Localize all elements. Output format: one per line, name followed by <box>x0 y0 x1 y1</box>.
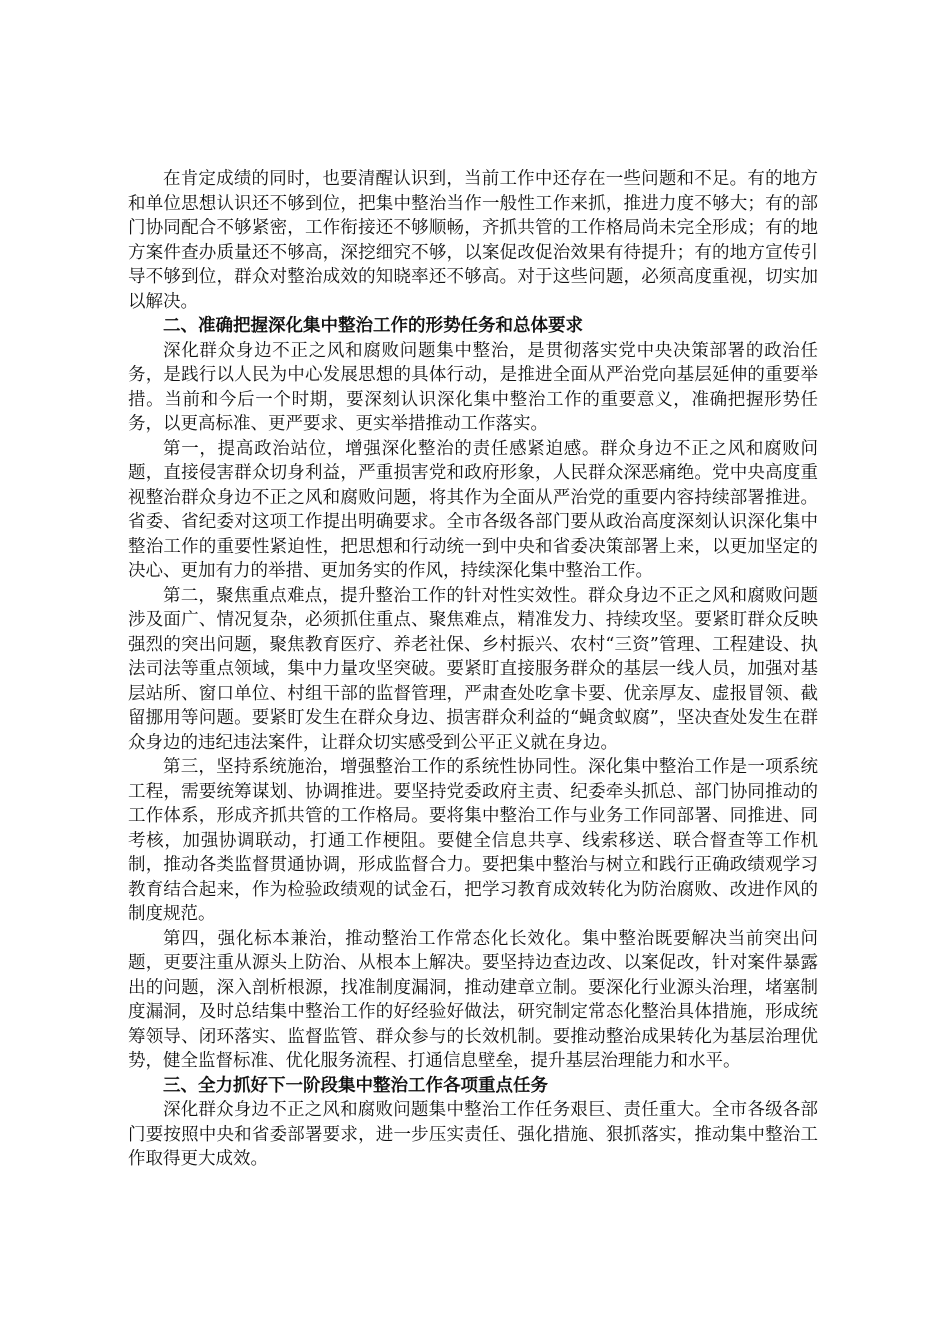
paragraph-fourth: 第四，强化标本兼治，推动整治工作常态化长效化。集中整治既要解决当前突出问题，更要注重从源头上防治、从根本上解决。要坚持边查边改、以案促改，针对案件暴露出的问题，深入剖析根源，找准制度漏洞，推动建章立制。要深化行业源头治理，堵塞制度漏洞，及时总结集中整治工作的好经验好做法，研究制定常态化整治具体措施，形成统筹领导、闭环落实、监督监管、群众参与的长效机制。要推动整治成果转化为基层治理优势，健全监督标准、优化服务流程、打通信息壁垒，提升基层治理能力和水平。 <box>128 928 818 1071</box>
paragraph-third: 第三，坚持系统施治，增强整治工作的系统性协同性。深化集中整治工作是一项系统工程，需要统筹谋划、协调推进。要坚持党委政府主责、纪委牵头抓总、部门协同推动的工作体系，形成齐抓共管的工作格局。要将集中整治工作与业务工作同部署、同推进、同考核，加强协调联动，打通工作梗阻。要健全信息共享、线索移送、联合督查等工作机制，推动各类监督贯通协调，形成监督合力。要把集中整治与树立和践行正确政绩观学习教育结合起来，作为检验政绩观的试金石，把学习教育成效转化为防治腐败、改进作风的制度规范。 <box>128 757 818 924</box>
paragraph-first: 第一，提高政治站位，增强深化整治的责任感紧迫感。群众身边不正之风和腐败问题，直接侵害群众切身利益，严重损害党和政府形象，人民群众深恶痛绝。党中央高度重视整治群众身边不正之风和腐败问题，将其作为全面从严治党的重要内容持续部署推进。省委、省纪委对这项工作提出明确要求。全市各级各部门要从政治高度深刻认识深化集中整治工作的重要性紧迫性，把思想和行动统一到中央和省委决策部署上来，以更加坚定的决心、更加有力的举措、更加务实的作风，持续深化集中整治工作。 <box>128 438 818 581</box>
paragraph-intro-2: 深化群众身边不正之风和腐败问题集中整治，是贯彻落实党中央决策部署的政治任务，是践行以人民为中心发展思想的具体行动，是推进全面从严治党向基层延伸的重要举措。当前和今后一个时期，要深刻认识深化集中整治工作的重要意义，准确把握形势任务，以更高标准、更严要求、更实举措推动工作落实。 <box>128 340 818 434</box>
paragraph-intro-3: 深化群众身边不正之风和腐败问题集中整治工作任务艰巨、责任重大。全市各级各部门要按照中央和省委部署要求，进一步压实责任、强化措施、狠抓落实，推动集中整治工作取得更大成效。 <box>128 1100 818 1169</box>
document-body <box>128 167 818 1172</box>
section-heading-2: 二、准确把握深化集中整治工作的形势任务和总体要求 <box>163 316 583 336</box>
section-heading-3: 三、全力抓好下一阶段集中整治工作各项重点任务 <box>163 1075 548 1096</box>
paragraph-second: 第二，聚焦重点难点，提升整治工作的针对性实效性。群众身边不正之风和腐败问题涉及面广、情况复杂，必须抓住重点、聚焦难点，精准发力、持续攻坚。要紧盯群众反映强烈的突出问题，聚焦教育医疗、养老社保、乡村振兴、农村“三资”管理、工程建设、执法司法等重点领域，集中力量攻坚突破。要紧盯直接服务群众的基层一线人员，加强对基层站所、窗口单位、村组干部的监督管理，严肃查处吃拿卡要、优亲厚友、虚报冒领、截留挪用等问题。要紧盯发生在群众身边、损害群众利益的“蝇贪蚁腐”，坚决查处发生在群众身边的违纪违法案件，让群众切实感受到公平正义就在身边。 <box>128 585 818 753</box>
paragraph-problems: 在肯定成绩的同时，也要清醒认识到，当前工作中还存在一些问题和不足。有的地方和单位思想认识还不够到位，把集中整治当作一般性工作来抓，推进力度不够大；有的部门协同配合不够紧密，工作衔接还不够顺畅，齐抓共管的工作格局尚未完全形成；有的地方案件查办质量还不够高，深挖细究不够，以案促改促治效果有待提升；有的地方宣传引导不够到位，群众对整治成效的知晓率还不够高。对于这些问题，必须高度重视，切实加以解决。 <box>128 169 818 312</box>
